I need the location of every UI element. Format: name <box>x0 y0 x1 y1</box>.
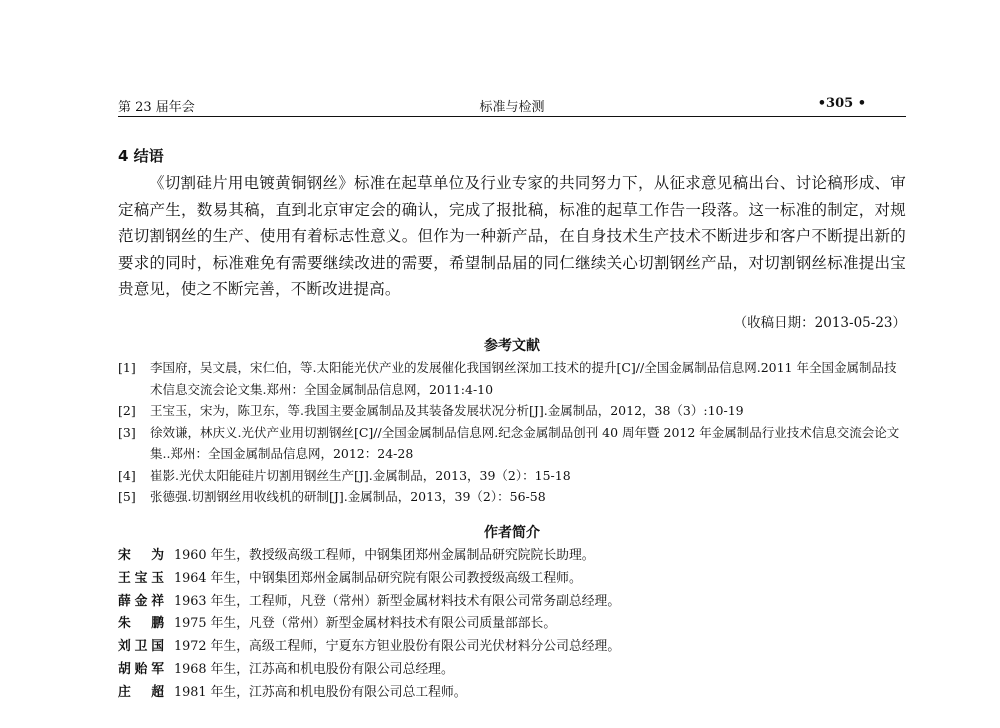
author-name: 庄 超 <box>118 684 164 700</box>
reference-text: 王宝玉，宋为，陈卫东，等.我国主要金属制品及其装备发展状况分析[J].金属制品，2012，38（3）:10-19 <box>150 403 744 418</box>
author-bio: 1964 年生，中钢集团郑州金属制品研究院有限公司教授级高级工程师。 <box>174 570 582 586</box>
author-item <box>118 591 906 614</box>
received-date: （收稿日期：2013-05-23） <box>733 315 906 331</box>
author-item <box>118 636 906 659</box>
reference-text: 崔影.光伏太阳能硅片切割用钢丝生产[J].金属制品，2013，39（2）：15-18 <box>150 467 571 483</box>
author-bio: 1960 年生，教授级高级工程师，中钢集团郑州金属制品研究院院长助理。 <box>174 548 595 563</box>
author-name: 王宝玉 <box>118 570 164 586</box>
author-name: 宋 为 <box>118 548 164 563</box>
header-page-number: •305 • <box>817 96 866 111</box>
reference-item <box>118 486 906 508</box>
author-item <box>118 659 906 682</box>
author-item <box>118 613 906 636</box>
authors-title: 作者简介 <box>484 525 540 541</box>
author-item <box>118 568 906 591</box>
conclusion-paragraph: 《切割硅片用电镀黄铜钢丝》标准在起草单位及行业专家的共同努力下，从征求意见稿出台、讨论稿形成、审定稿产生，数易其稿，直到北京审定会的确认，完成了报批稿，标准的起草工作告一段落。这一标准的制定，对规范切割钢丝的生产、使用有着标志性意义。但作为一种新产品，在自身技术生产技术不断进步和客户不断提出新的要求的同时，标准难免有需要继续改进的需要，希望制品届的同仁继续关心切割钢丝产品，对切割钢丝标准提出宝贵意见，使之不断完善，不断改进提高。 <box>118 174 906 299</box>
reference-text: 张德强.切割钢丝用收线机的研制[J].金属制品，2013，39（2）：56-58 <box>150 489 546 504</box>
references-title: 参考文献 <box>484 338 540 354</box>
author-bio: 1968 年生，江苏高和机电股份有限公司总经理。 <box>174 661 454 677</box>
reference-item <box>118 422 906 465</box>
header-section: 标准与检测 <box>479 100 545 115</box>
reference-number: [1] <box>118 360 136 375</box>
author-name: 薛金祥 <box>118 593 164 609</box>
reference-text: 李国府，吴文晨，宋仁伯，等.太阳能光伏产业的发展催化我国钢丝深加工技术的提升[C]//全国金属制品信息网.2011 年全国金属制品技术信息交流会论文集.郑州：全国金属制品信息网，2011:4-10 <box>150 360 897 397</box>
reference-number: [3] <box>118 424 136 440</box>
reference-text: 徐效谦，林庆义.光伏产业用切割钢丝[C]//全国金属制品信息网.纪念金属制品创刊 40 周年暨 2012 年金属制品行业技术信息交流会论文集..郑州：全国金属制品信息网，2012：24-28 <box>150 424 900 461</box>
reference-item <box>118 357 906 400</box>
author-name: 刘卫国 <box>118 639 164 655</box>
reference-number: [4] <box>118 467 136 483</box>
references-list <box>118 357 906 508</box>
reference-item <box>118 465 906 487</box>
reference-number: [5] <box>118 489 136 504</box>
page-header <box>118 94 906 117</box>
author-bio: 1963 年生，工程师，凡登（常州）新型金属材料技术有限公司常务副总经理。 <box>174 593 621 609</box>
author-name: 胡贻军 <box>118 661 164 677</box>
author-name: 朱 鹏 <box>118 616 164 632</box>
author-item <box>118 682 906 705</box>
header-conference: 第 23 届年会 <box>118 100 195 115</box>
section-title: 4 结语 <box>118 147 164 165</box>
reference-number: [2] <box>118 403 136 418</box>
authors-list <box>118 545 906 705</box>
reference-item <box>118 400 906 422</box>
author-bio: 1975 年生，凡登（常州）新型金属材料技术有限公司质量部部长。 <box>174 616 557 632</box>
author-bio: 1981 年生，江苏高和机电股份有限公司总工程师。 <box>174 684 467 700</box>
author-bio: 1972 年生，高级工程师，宁夏东方钽业股份有限公司光伏材料分公司总经理。 <box>174 639 621 655</box>
author-item <box>118 545 906 568</box>
